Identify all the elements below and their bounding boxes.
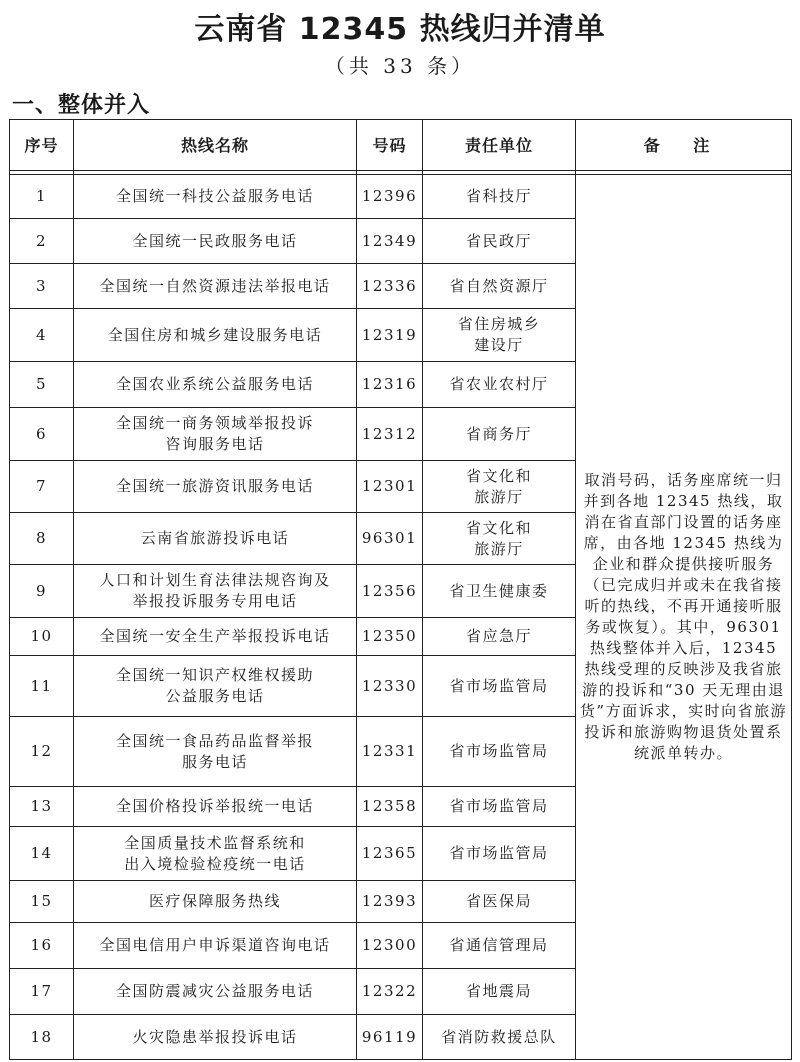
cell-no: 6 (10, 408, 74, 461)
cell-no: 1 (10, 175, 74, 219)
cell-code: 12358 (357, 787, 423, 827)
cell-code: 12316 (357, 362, 423, 408)
cell-name: 全国农业系统公益服务电话 (74, 362, 357, 408)
cell-unit: 省住房城乡 建设厅 (423, 309, 576, 362)
cell-unit: 省消防救援总队 (423, 1015, 576, 1060)
cell-name: 全国统一自然资源违法举报电话 (74, 264, 357, 309)
cell-no: 16 (10, 923, 74, 969)
cell-name: 全国价格投诉举报统一电话 (74, 787, 357, 827)
cell-code: 96301 (357, 513, 423, 565)
cell-name: 全国电信用户申诉渠道咨询电话 (74, 923, 357, 969)
page-subtitle: （共 33 条） (324, 54, 476, 78)
cell-name: 全国统一旅游资讯服务电话 (74, 461, 357, 513)
cell-code: 12349 (357, 219, 423, 264)
table-body (10, 171, 792, 1060)
cell-no: 9 (10, 565, 74, 618)
cell-unit: 省文化和 旅游厅 (423, 461, 576, 513)
cell-name: 云南省旅游投诉电话 (74, 513, 357, 565)
cell-no: 11 (10, 656, 74, 717)
cell-code: 12322 (357, 969, 423, 1015)
cell-unit: 省市场监管局 (423, 787, 576, 827)
cell-no: 18 (10, 1015, 74, 1060)
cell-name: 全国统一科技公益服务电话 (74, 175, 357, 219)
cell-no: 5 (10, 362, 74, 408)
cell-unit: 省文化和 旅游厅 (423, 513, 576, 565)
cell-unit: 省科技厅 (423, 175, 576, 219)
cell-no: 17 (10, 969, 74, 1015)
cell-name: 全国统一商务领域举报投诉 咨询服务电话 (74, 408, 357, 461)
cell-code: 12331 (357, 717, 423, 787)
cell-code: 12350 (357, 618, 423, 656)
cell-code: 12396 (357, 175, 423, 219)
cell-no: 12 (10, 717, 74, 787)
cell-no: 7 (10, 461, 74, 513)
cell-code: 12336 (357, 264, 423, 309)
cell-no: 4 (10, 309, 74, 362)
header-note: 备 注 (576, 120, 792, 171)
cell-code: 12356 (357, 565, 423, 618)
cell-unit: 省市场监管局 (423, 717, 576, 787)
cell-unit: 省自然资源厅 (423, 264, 576, 309)
cell-name: 全国统一民政服务电话 (74, 219, 357, 264)
header-unit: 责任单位 (423, 120, 576, 171)
table-row (10, 175, 792, 219)
note-cell: 取消号码，话务座席统一归并到各地 12345 热线，取消在省直部门设置的话务座席，由各地 12345 热线为企业和群众提供接听服务（已完成归并或未在我省接听的热线，不再开通接听服务或恢复）。其中，96301 热线整体并入后，12345 热线受理的反映涉及我省旅游的投诉和“30 天无理由退货”方面诉求，实时向省旅游投诉和旅游购物退货处置系统派单转办。 (576, 175, 792, 1060)
header-code: 号码 (357, 120, 423, 171)
page-title: 云南省 12345 热线归并清单 (194, 12, 606, 47)
cell-code: 12319 (357, 309, 423, 362)
cell-no: 13 (10, 787, 74, 827)
header-no: 序号 (10, 120, 74, 171)
cell-name: 火灾隐患举报投诉电话 (74, 1015, 357, 1060)
cell-no: 3 (10, 264, 74, 309)
cell-unit: 省地震局 (423, 969, 576, 1015)
cell-code: 12330 (357, 656, 423, 717)
section-heading: 一、整体并入 (12, 93, 151, 118)
cell-name: 全国统一食品药品监督举报 服务电话 (74, 717, 357, 787)
cell-unit: 省市场监管局 (423, 827, 576, 881)
cell-code: 12393 (357, 881, 423, 923)
cell-name: 全国防震减灾公益服务电话 (74, 969, 357, 1015)
cell-code: 12312 (357, 408, 423, 461)
cell-name: 全国统一知识产权维权援助 公益服务电话 (74, 656, 357, 717)
cell-unit: 省通信管理局 (423, 923, 576, 969)
cell-code: 96119 (357, 1015, 423, 1060)
cell-name: 人口和计划生育法律法规咨询及 举报投诉服务专用电话 (74, 565, 357, 618)
table-header-row (10, 120, 792, 171)
cell-unit: 省农业农村厅 (423, 362, 576, 408)
cell-unit: 省市场监管局 (423, 656, 576, 717)
cell-unit: 省卫生健康委 (423, 565, 576, 618)
cell-no: 10 (10, 618, 74, 656)
cell-name: 全国质量技术监督系统和 出入境检验检疫统一电话 (74, 827, 357, 881)
cell-no: 15 (10, 881, 74, 923)
cell-unit: 省医保局 (423, 881, 576, 923)
cell-code: 12365 (357, 827, 423, 881)
cell-unit: 省商务厅 (423, 408, 576, 461)
cell-unit: 省应急厅 (423, 618, 576, 656)
cell-no: 2 (10, 219, 74, 264)
cell-name: 医疗保障服务热线 (74, 881, 357, 923)
cell-no: 8 (10, 513, 74, 565)
cell-code: 12301 (357, 461, 423, 513)
cell-name: 全国住房和城乡建设服务电话 (74, 309, 357, 362)
cell-code: 12300 (357, 923, 423, 969)
cell-name: 全国统一安全生产举报投诉电话 (74, 618, 357, 656)
cell-no: 14 (10, 827, 74, 881)
header-name: 热线名称 (74, 120, 357, 171)
hotline-table (9, 119, 792, 1060)
cell-unit: 省民政厅 (423, 219, 576, 264)
